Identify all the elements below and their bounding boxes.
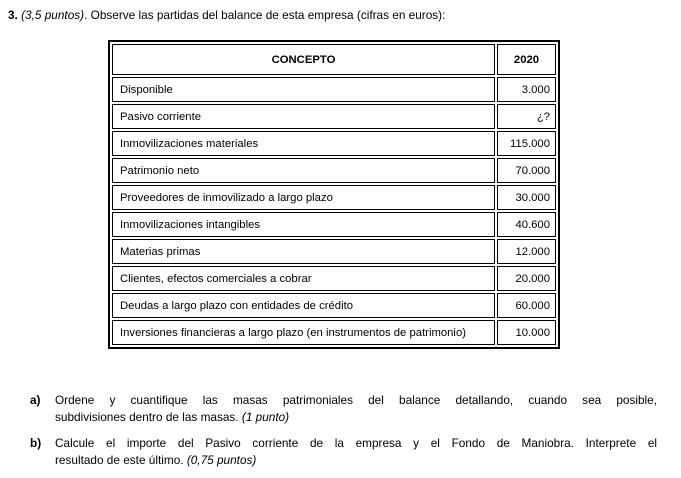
question-item-b (0, 435, 681, 469)
header-cell-concept: CONCEPTO (112, 44, 495, 75)
question-points: (3,5 puntos) (21, 8, 85, 22)
header-cell-year: 2020 (497, 44, 556, 75)
table-row (112, 104, 556, 129)
question-body-b (55, 435, 657, 469)
table-row (112, 158, 556, 183)
question-list (0, 392, 681, 478)
concept-cell: Clientes, efectos comerciales a cobrar (112, 266, 495, 291)
value-cell: 10.000 (497, 320, 556, 345)
concept-cell: Inmovilizaciones intangibles (112, 212, 495, 237)
question-b-line-2 (55, 452, 657, 469)
question-number: 3. (8, 8, 22, 22)
concept-cell: Pasivo corriente (112, 104, 495, 129)
question-a-points: (1 punto) (241, 410, 290, 424)
question-item-a (0, 392, 681, 426)
table-row (112, 320, 556, 345)
value-cell: 115.000 (497, 131, 556, 156)
table-header-row (112, 44, 556, 75)
question-b-line-2-text: resultado de este último. (55, 453, 187, 467)
balance-table-body (112, 77, 556, 345)
value-cell: ¿? (497, 104, 556, 129)
value-cell: 20.000 (497, 266, 556, 291)
value-cell: 40.600 (497, 212, 556, 237)
value-cell: 60.000 (497, 293, 556, 318)
table-row (112, 239, 556, 264)
table-row (112, 77, 556, 102)
question-body-a (55, 392, 657, 426)
question-b-line-1: Calcule el importe del Pasivo corriente de la empresa y el Fondo de Maniobra. Interprete el (55, 436, 657, 450)
question-b-points: (0,75 puntos) (186, 453, 257, 467)
question-heading (8, 7, 668, 23)
concept-cell: Inmovilizaciones materiales (112, 131, 495, 156)
concept-cell: Proveedores de inmovilizado a largo plazo (112, 185, 495, 210)
concept-cell: Deudas a largo plazo con entidades de crédito (112, 293, 495, 318)
question-a-line-2-text: subdivisiones dentro de las masas. (55, 410, 242, 424)
concept-cell: Materias primas (112, 239, 495, 264)
table-row (112, 212, 556, 237)
value-cell: 12.000 (497, 239, 556, 264)
value-cell: 3.000 (497, 77, 556, 102)
table-row (112, 185, 556, 210)
table-row (112, 131, 556, 156)
table-row (112, 266, 556, 291)
balance-table-header (112, 44, 556, 75)
question-heading-text: . Observe las partidas del balance de esta empresa (cifras en euros): (84, 8, 446, 22)
question-a-line-2 (55, 409, 657, 426)
value-cell: 70.000 (497, 158, 556, 183)
question-label-b: b) (30, 436, 42, 450)
value-cell: 30.000 (497, 185, 556, 210)
concept-cell: Patrimonio neto (112, 158, 495, 183)
balance-table (108, 40, 560, 349)
question-a-line-1: Ordene y cuantifique las masas patrimoniales del balance detallando, cuando sea posible, (55, 393, 657, 407)
question-label-a: a) (30, 393, 41, 407)
table-row (112, 293, 556, 318)
concept-cell: Disponible (112, 77, 495, 102)
concept-cell: Inversiones financieras a largo plazo (en instrumentos de patrimonio) (112, 320, 495, 345)
